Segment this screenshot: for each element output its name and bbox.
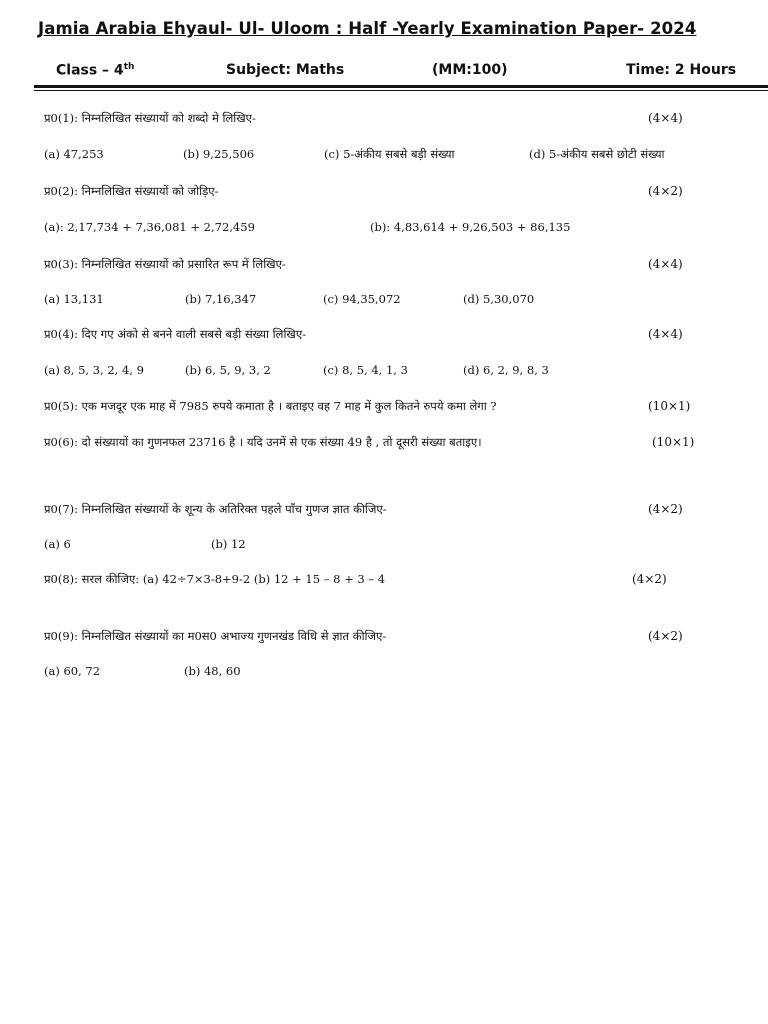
question-3-option-c: (c) 94,35,072 — [323, 292, 401, 306]
question-9-marks: (4×2) — [648, 629, 683, 643]
question-9-option-a: (a) 60, 72 — [44, 664, 101, 678]
max-marks: (MM:100) — [432, 62, 508, 78]
question-8: प्र0(8): सरल कीजिए: (a) 42÷7×3-8+9-2 (b) 12 + 15 – 8 + 3 – 4 — [44, 572, 386, 586]
question-9-option-b: (b) 48, 60 — [184, 664, 241, 678]
header-divider-thick — [34, 85, 768, 88]
time-label: Time: 2 Hours — [626, 62, 737, 78]
question-2-option-a: (a): 2,17,734 + 7,36,081 + 2,72,459 — [44, 220, 255, 234]
question-5-marks: (10×1) — [648, 399, 691, 413]
question-2: प्र0(2): निम्नलिखित संख्यायों को जोड़िए- — [44, 184, 219, 198]
class-label: Class – 4th — [56, 62, 135, 79]
question-4-option-d: (d) 6, 2, 9, 8, 3 — [463, 363, 549, 377]
header-divider-thin — [34, 90, 768, 91]
question-7: प्र0(7): निम्नलिखित संख्यायों के शून्य के अतिरिक्त पहले पाँच गुणज ज्ञात कीजिए- — [44, 502, 387, 516]
question-7-marks: (4×2) — [648, 502, 683, 516]
question-1-option-b: (b) 9,25,506 — [183, 147, 255, 161]
question-1-marks: (4×4) — [648, 111, 683, 125]
question-4-option-a: (a) 8, 5, 3, 2, 4, 9 — [44, 363, 144, 377]
question-2-marks: (4×2) — [648, 184, 683, 198]
question-1-option-c: (c) 5-अंकीय सबसे बड़ी संख्या — [324, 147, 455, 161]
question-1-option-d: (d) 5-अंकीय सबसे छोटी संख्या — [529, 147, 665, 161]
question-8-marks: (4×2) — [632, 572, 667, 586]
question-2-option-b: (b): 4,83,614 + 9,26,503 + 86,135 — [370, 220, 571, 234]
question-9: प्र0(9): निम्नलिखित संख्यायों का म0स0 अभाज्य गुणनखंड विधि से ज्ञात कीजिए- — [44, 629, 387, 643]
question-4-marks: (4×4) — [648, 327, 683, 341]
question-3-option-a: (a) 13,131 — [44, 292, 104, 306]
question-4: प्र0(4): दिए गए अंको से बनने वाली सबसे बड़ी संख्या लिखिए- — [44, 327, 307, 341]
question-3: प्र0(3): निम्नलिखित संख्यायों को प्रसारित रूप में लिखिए- — [44, 257, 286, 271]
question-4-option-c: (c) 8, 5, 4, 1, 3 — [323, 363, 408, 377]
class-superscript: th — [123, 62, 135, 72]
question-3-option-b: (b) 7,16,347 — [185, 292, 257, 306]
question-1-option-a: (a) 47,253 — [44, 147, 104, 161]
question-4-option-b: (b) 6, 5, 9, 3, 2 — [185, 363, 271, 377]
question-6-marks: (10×1) — [652, 435, 695, 449]
question-5: प्र0(5): एक मजदूर एक माह में 7985 रुपये कमाता है । बताइए वह 7 माह में कुल कितने रुपये कमा लेगा ? — [44, 399, 497, 413]
question-3-marks: (4×4) — [648, 257, 683, 271]
question-6: प्र0(6): दो संख्यायों का गुणनफल 23716 है । यदि उनमें से एक संख्या 49 है , तो दूसरी संख्या बताइए। — [44, 435, 482, 449]
question-7-option-a: (a) 6 — [44, 537, 71, 551]
subject-label: Subject: Maths — [226, 62, 345, 78]
question-3-option-d: (d) 5,30,070 — [463, 292, 535, 306]
question-7-option-b: (b) 12 — [211, 537, 246, 551]
exam-title: Jamia Arabia Ehyaul- Ul- Uloom : Half -Yearly Examination Paper- 2024 — [38, 19, 697, 38]
question-1: प्र0(1): निम्नलिखित संख्यायों को शब्दो मे लिखिए- — [44, 111, 256, 125]
